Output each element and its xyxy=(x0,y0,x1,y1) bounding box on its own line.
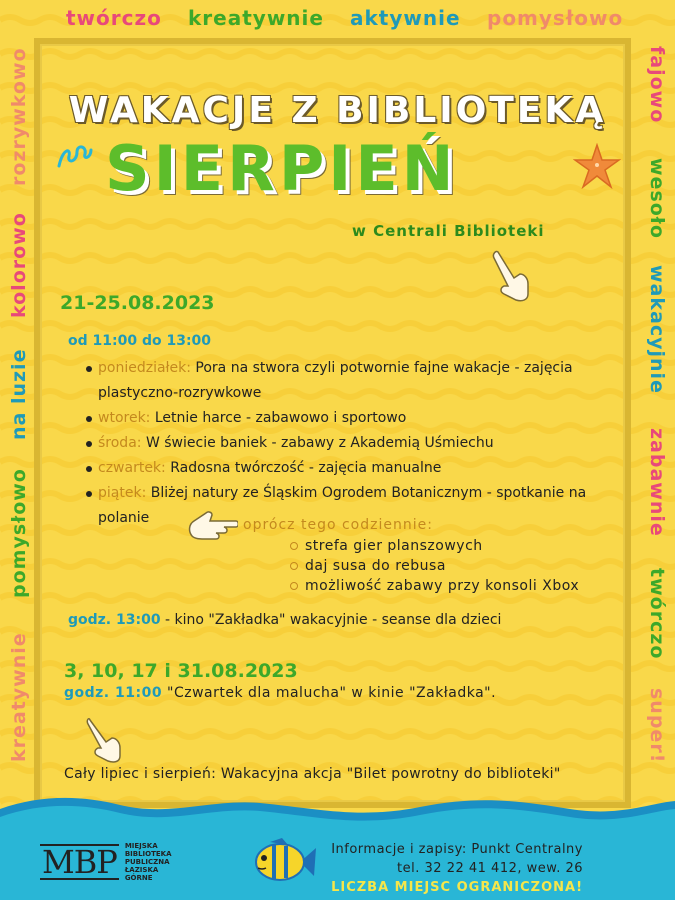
title-line-1: WAKACJE Z BIBLIOTEKĄ xyxy=(68,90,607,131)
starfish-icon xyxy=(573,143,621,189)
extra-item: daj susa do rebusa xyxy=(290,556,579,576)
daily-extras-label: oprócz tego codziennie: xyxy=(243,517,433,533)
right-word: fajowo xyxy=(646,46,668,124)
schedule-item xyxy=(86,456,606,481)
left-word: kolorowo xyxy=(8,212,30,318)
extra-item: strefa gier planszowych xyxy=(290,536,579,556)
top-word: pomysłowo xyxy=(487,6,624,30)
week-dates: 21-25.08.2023 xyxy=(60,292,215,314)
logo-line: ŁAZISKA xyxy=(124,866,159,874)
left-word: na luzie xyxy=(8,348,30,440)
schedule-item xyxy=(86,431,606,456)
right-word: zabawnie xyxy=(646,428,668,537)
right-word: twórczo xyxy=(646,568,668,660)
title-month: SIERPIEŃ xyxy=(105,132,458,205)
activity-text: Radosna twórczość - zajęcia manualne xyxy=(170,460,442,476)
right-word: wakacyjnie xyxy=(646,265,668,394)
left-word: kreatywnie xyxy=(8,632,30,762)
left-word: pomysłowo xyxy=(8,468,30,598)
activity-text: Letnie harce - zabawowo i sportowo xyxy=(154,410,407,426)
daily-extras-list xyxy=(290,536,579,596)
top-word: aktywnie xyxy=(350,6,461,30)
pointing-hand-icon xyxy=(86,716,126,764)
top-word: kreatywnie xyxy=(188,6,324,30)
top-words xyxy=(0,6,675,34)
limited-places-notice: LICZBA MIEJSC OGRANICZONA! xyxy=(331,880,583,895)
swirl-icon xyxy=(55,138,95,174)
logo-line: MIEJSKA xyxy=(124,842,158,850)
cinema-line xyxy=(68,612,501,628)
day-label: środa: xyxy=(98,435,142,451)
right-word: wesoło xyxy=(646,158,668,239)
contact-info xyxy=(331,840,583,897)
activity-text: Pora na stwora czyli potwornie fajne wakacje - zajęcia plastyczno-rozrywkowe xyxy=(98,360,573,401)
day-label: piątek: xyxy=(98,485,147,501)
fish-icon xyxy=(252,838,318,886)
schedule-list xyxy=(86,356,606,531)
thursday-text: "Czwartek dla malucha" w kinie "Zakładka". xyxy=(162,685,497,701)
cinema-time: godz. 13:00 xyxy=(68,612,161,628)
logo-text xyxy=(125,842,185,882)
logo-mark: MBP xyxy=(42,843,117,881)
cinema-text: - kino "Zakładka" wakacyjnie - seanse dla dzieci xyxy=(160,612,502,628)
thursday-line xyxy=(64,685,496,701)
day-label: czwartek: xyxy=(98,460,166,476)
logo-line: GÓRNE xyxy=(124,874,153,882)
extra-item: możliwość zabawy przy konsoli Xbox xyxy=(290,576,579,596)
activity-text: W świecie baniek - zabawy z Akademią Uśmiechu xyxy=(145,435,494,451)
activity-text: Bliżej natury ze Śląskim Ogrodem Botanicznym - spotkanie na polanie xyxy=(98,485,587,526)
campaign-text: Cały lipiec i sierpień: Wakacyjna akcja "Bilet powrotny do biblioteki" xyxy=(64,766,561,782)
schedule-item xyxy=(86,356,606,406)
logo-line: BIBLIOTEKA xyxy=(124,850,172,858)
week-hours: od 11:00 do 13:00 xyxy=(68,333,212,349)
top-word: twórczo xyxy=(66,6,162,30)
info-line: Informacje i zapisy: Punkt Centralny xyxy=(331,842,583,857)
pointing-hand-icon xyxy=(490,248,534,304)
thursday-dates: 3, 10, 17 i 31.08.2023 xyxy=(64,660,298,682)
day-label: poniedziałek: xyxy=(98,360,191,376)
info-phone: tel. 32 22 41 412, wew. 26 xyxy=(397,861,583,876)
right-word: super! xyxy=(646,688,668,764)
schedule-item xyxy=(86,406,606,431)
library-logo xyxy=(40,842,185,882)
left-word: rozrywkowo xyxy=(8,47,30,186)
title-subtitle: w Centrali Biblioteki xyxy=(352,222,545,240)
day-label: wtorek: xyxy=(98,410,151,426)
thursday-time: godz. 11:00 xyxy=(64,685,163,701)
logo-line: PUBLICZNA xyxy=(124,858,170,866)
